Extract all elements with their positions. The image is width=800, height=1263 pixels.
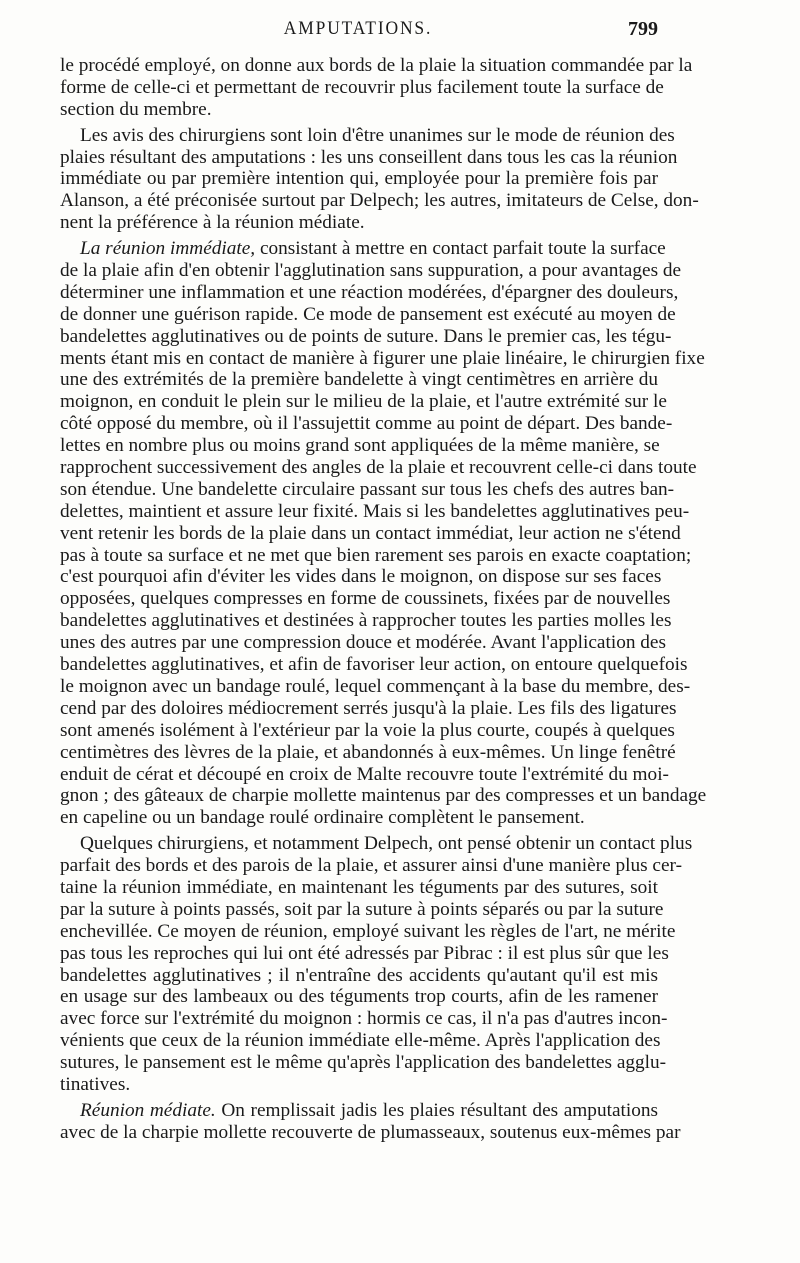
text-line: nent la préférence à la réunion médiate. xyxy=(60,212,365,234)
text-line: pas à toute sa surface et ne met que bien rarement ses parois en exacte coaptation; xyxy=(60,544,692,566)
running-header xyxy=(58,18,658,46)
text-line: son étendue. Une bandelette circulaire passant sur tous les chefs des autres ban- xyxy=(60,478,675,500)
text-line: lettes en nombre plus ou moins grand sont appliquées de la même manière, se xyxy=(60,435,660,457)
text-line: ments étant mis en contact de manière à figurer une plaie linéaire, le chirurgien fixe xyxy=(60,347,705,369)
paragraph xyxy=(60,238,707,829)
text-line: en usage sur des lambeaux ou des téguments trop courts, afin de les ramener xyxy=(60,986,658,1008)
text-line: forme de celle-ci et permettant de recouvrir plus facilement toute la surface de xyxy=(60,76,664,98)
paragraph xyxy=(60,55,693,121)
text-line: enduit de cérat et découpé en croix de Malte recouvre toute l'extrémité du moi- xyxy=(60,763,669,785)
paragraph xyxy=(60,124,699,234)
text-line: de la plaie afin d'en obtenir l'agglutination sans suppuration, a pour avantages de xyxy=(60,260,682,282)
body-text xyxy=(60,55,707,1144)
text-line: cend par des doloires médiocrement serrés jusqu'à la plaie. Les fils des ligatures xyxy=(60,697,677,719)
text-line: centimètres des lèvres de la plaie, et abandonnés à eux-mêmes. Un linge fenêtré xyxy=(60,741,676,763)
text-line: taine la réunion immédiate, en maintenant les téguments par des sutures, soit xyxy=(60,876,658,898)
text-line: bandelettes agglutinatives, et afin de favoriser leur action, on entoure quelquefois xyxy=(60,654,688,676)
text-line: Alanson, a été préconisée surtout par Delpech; les autres, imitateurs de Celse, don- xyxy=(60,190,699,212)
text-line: Quelques chirurgiens, et notamment Delpech, ont pensé obtenir un contact plus xyxy=(80,833,693,855)
text-line: une des extrémités de la première bandelette à vingt centimètres en arrière du xyxy=(60,369,658,391)
italic-heading: La réunion immédiate, xyxy=(80,238,256,260)
text-line: immédiate ou par première intention qui, employée pour la première fois par xyxy=(60,168,658,190)
text-line: de donner une guérison rapide. Ce mode de pansement est exécuté au moyen de xyxy=(60,303,676,325)
text-line: le moignon avec un bandage roulé, lequel commençant à la base du membre, des- xyxy=(60,675,691,697)
text-line: avec force sur l'extrémité du moignon : hormis ce cas, il n'a pas d'autres incon- xyxy=(60,1008,668,1030)
text-line: en capeline ou un bandage roulé ordinaire complètent le pansement. xyxy=(60,807,585,829)
text-line: parfait des bords et des parois de la plaie, et assurer ainsi d'une manière plus cer- xyxy=(60,855,682,877)
text-line: plaies résultant des amputations : les uns conseillent dans tous les cas la réunion xyxy=(60,146,678,168)
running-title: AMPUTATIONS. xyxy=(283,18,433,39)
text-line: delettes, maintient et assure leur fixité. Mais si les bandelettes agglutinatives peu- xyxy=(60,500,690,522)
text-line: sont amenés isolément à l'extérieur par la voie la plus courte, coupés à quelques xyxy=(60,719,675,741)
text-line: gnon ; des gâteaux de charpie mollette maintenus par des compresses et un bandage xyxy=(60,785,707,807)
text-line: vent retenir les bords de la plaie dans un contact immédiat, leur action ne s'étend xyxy=(60,522,681,544)
text-line: bandelettes agglutinatives ; il n'entraîne des accidents qu'autant qu'il est mis xyxy=(60,964,658,986)
text-run: consistant à mettre en contact parfait toute la surface xyxy=(255,238,666,260)
text-line: moignon, en conduit le plein sur le milieu de la plaie, et l'autre extrémité sur le xyxy=(60,391,667,413)
text-line: côté opposé du membre, où il l'assujettit comme au point de départ. Des bande- xyxy=(60,413,673,435)
text-line: le procédé employé, on donne aux bords de la plaie la situation commandée par la xyxy=(60,55,693,76)
text-line: c'est pourquoi afin d'éviter les vides dans le moignon, on dispose sur ses faces xyxy=(60,566,662,588)
text-line: tinatives. xyxy=(60,1073,131,1095)
text-line: bandelettes agglutinatives et destinées à rapprocher toutes les parties molles les xyxy=(60,610,672,632)
text-line: par la suture à points passés, soit par la suture à points séparés ou par la suture xyxy=(60,898,664,920)
text-line: vénients que ceux de la réunion immédiate elle-même. Après l'application des xyxy=(60,1030,661,1052)
text-line: pas tous les reproches qui lui ont été adressés par Pibrac : il est plus sûr que les xyxy=(60,942,669,964)
text-line: section du membre. xyxy=(60,98,212,120)
text-line: avec de la charpie mollette recouverte de plumasseaux, soutenus eux-mêmes par xyxy=(60,1121,681,1143)
text-line: Les avis des chirurgiens sont loin d'être unanimes sur le mode de réunion des xyxy=(80,124,675,146)
italic-heading: Réunion médiate. xyxy=(80,1099,216,1121)
text-line: opposées, quelques compresses en forme de coussinets, fixées par de nouvelles xyxy=(60,588,671,610)
text-line: bandelettes agglutinatives ou de points de suture. Dans le premier cas, les tégu- xyxy=(60,325,672,347)
text-line: déterminer une inflammation et une réaction modérées, d'épargner des douleurs, xyxy=(60,281,679,303)
text-line: unes des autres par une compression douce et modérée. Avant l'application des xyxy=(60,632,666,654)
text-line: sutures, le pansement est le même qu'après l'application des bandelettes agglu- xyxy=(60,1052,667,1074)
paragraph xyxy=(60,833,693,1096)
text-line xyxy=(60,238,666,260)
text-run: On remplissait jadis les plaies résultant des amputations xyxy=(215,1099,658,1121)
page-number: 799 xyxy=(628,18,658,40)
text-line: enchevillée. Ce moyen de réunion, employé suivant les règles de l'art, ne mérite xyxy=(60,920,676,942)
text-line xyxy=(60,1100,658,1122)
text-line: rapprochent successivement des angles de la plaie et recouvrent celle-ci dans toute xyxy=(60,457,697,479)
paragraph xyxy=(60,1099,681,1144)
